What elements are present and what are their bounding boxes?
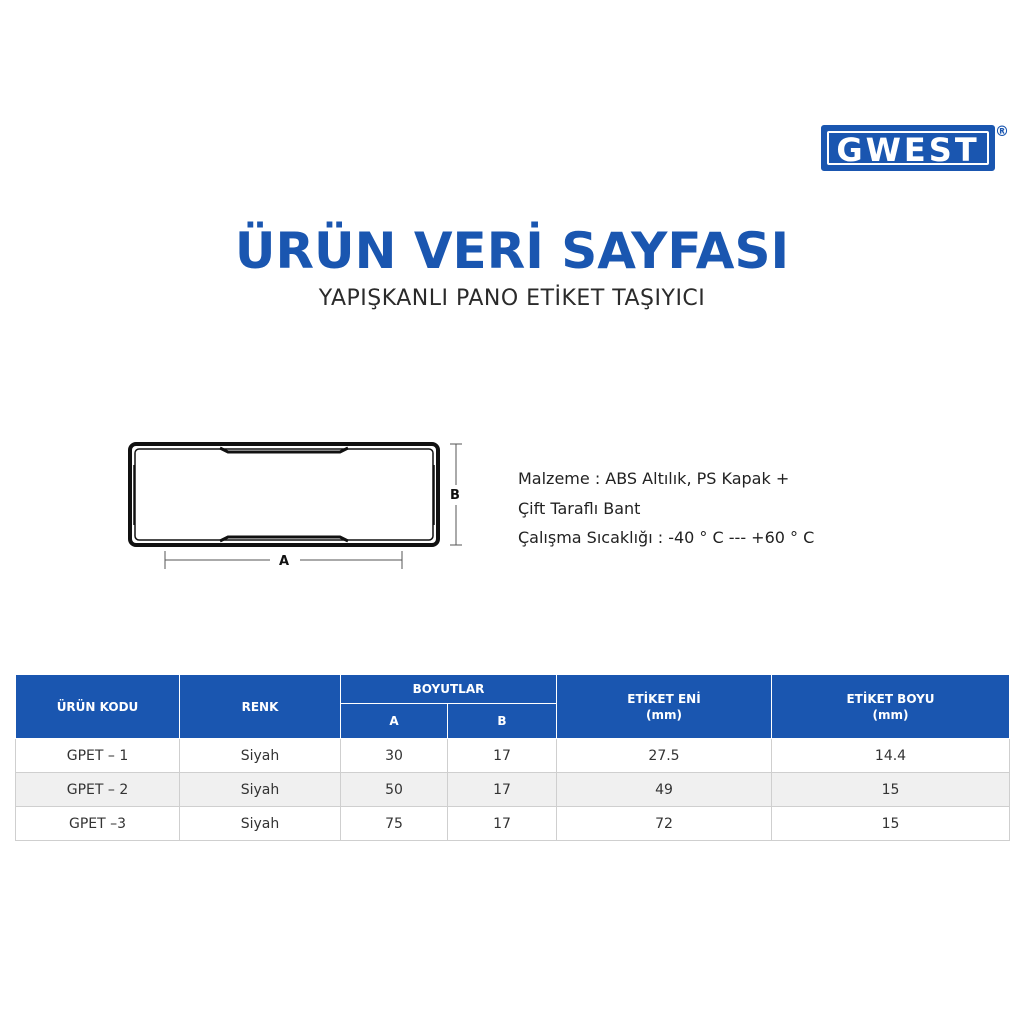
logo-text: GWEST [836, 131, 980, 169]
spec-temperature: Çalışma Sıcaklığı : -40 ° C --- +60 ° C [518, 528, 815, 547]
cell-dim-a: 50 [341, 773, 448, 807]
header-color: RENK [180, 675, 341, 739]
header-label-length [772, 675, 1010, 739]
table-row [16, 807, 1010, 841]
dimension-a-label: A [278, 554, 290, 569]
header-label-length-text: ETİKET BOYU [846, 691, 935, 706]
registered-mark: ® [995, 124, 1009, 140]
table-row [16, 739, 1010, 773]
cell-label-length: 15 [772, 807, 1010, 841]
cell-code: GPET –3 [16, 807, 180, 841]
product-table-wrap [15, 674, 1009, 841]
header-dim-a: A [341, 704, 448, 739]
dimension-b-label: B [450, 488, 460, 503]
cell-color: Siyah [180, 773, 341, 807]
cell-color: Siyah [180, 807, 341, 841]
header-label-length-unit: (mm) [872, 707, 909, 722]
cell-label-width: 49 [557, 773, 772, 807]
table-row [16, 773, 1010, 807]
spec-material-cont: Çift Taraflı Bant [518, 498, 641, 518]
cell-label-length: 15 [772, 773, 1010, 807]
spec-block [518, 464, 814, 553]
cell-label-width: 72 [557, 807, 772, 841]
cell-dim-a: 30 [341, 739, 448, 773]
header-dim-b: B [448, 704, 557, 739]
product-table [15, 674, 1010, 841]
product-dimension-diagram [120, 435, 480, 575]
holder-inner-frame [135, 449, 433, 540]
cell-label-width: 27.5 [557, 739, 772, 773]
holder-outer-frame [130, 444, 438, 545]
header-dimensions: BOYUTLAR [341, 675, 557, 704]
cell-dim-b: 17 [448, 739, 557, 773]
header-product-code: ÜRÜN KODU [16, 675, 180, 739]
brand-logo [821, 125, 995, 171]
header-label-width [557, 675, 772, 739]
cell-dim-b: 17 [448, 773, 557, 807]
page-title: ÜRÜN VERİ SAYFASI [234, 222, 790, 280]
cell-color: Siyah [180, 739, 341, 773]
cell-dim-a: 75 [341, 807, 448, 841]
cell-code: GPET – 1 [16, 739, 180, 773]
cell-dim-b: 17 [448, 807, 557, 841]
header-label-width-unit: (mm) [646, 707, 682, 722]
spec-material: Malzeme : ABS Altılık, PS Kapak + [518, 469, 790, 488]
header-label-width-text: ETİKET ENİ [627, 691, 701, 706]
cell-code: GPET – 2 [16, 773, 180, 807]
cell-label-length: 14.4 [772, 739, 1010, 773]
page-subtitle: YAPIŞKANLI PANO ETİKET TAŞIYICI [318, 286, 706, 311]
